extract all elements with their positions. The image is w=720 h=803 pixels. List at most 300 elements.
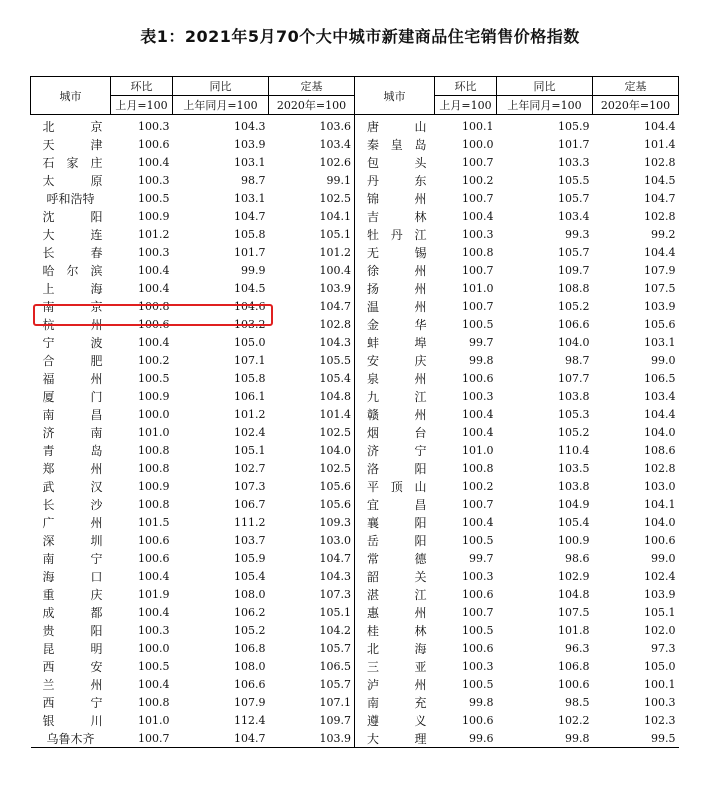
yoy-value-cell: 103.1 bbox=[234, 191, 266, 205]
base-value-cell: 102.0 bbox=[644, 623, 676, 637]
mom-value-cell: 101.0 bbox=[462, 443, 494, 457]
yoy-value-cell: 101.7 bbox=[234, 245, 266, 259]
yoy-value-cell: 103.7 bbox=[234, 533, 266, 547]
header-yoy-right: 同比 bbox=[497, 77, 593, 96]
mom-value-cell: 100.6 bbox=[138, 533, 170, 547]
base-value-cell: 104.5 bbox=[644, 173, 676, 187]
header-mom-sub-left: 上月=100 bbox=[111, 96, 173, 115]
mom-value-cell: 100.6 bbox=[138, 551, 170, 565]
table-row bbox=[31, 621, 679, 639]
yoy-value-cell: 102.2 bbox=[558, 713, 590, 727]
table-row bbox=[31, 639, 679, 657]
city-name-cell: 大 理 bbox=[355, 729, 435, 748]
base-value-cell: 106.5 bbox=[319, 659, 351, 673]
city-name-cell: 南 宁 bbox=[42, 551, 103, 566]
base-value-cell: 102.4 bbox=[644, 569, 676, 583]
mom-value-cell: 100.4 bbox=[138, 605, 170, 619]
city-name-cell: 昆 明 bbox=[42, 641, 103, 656]
mom-value-cell: 100.7 bbox=[462, 191, 494, 205]
city-name-cell: 呼和浩特 bbox=[46, 191, 95, 206]
table-row bbox=[31, 729, 679, 748]
yoy-value-cell: 109.7 bbox=[558, 263, 590, 277]
table-row bbox=[31, 549, 679, 567]
header-city-right: 城市 bbox=[355, 77, 435, 115]
yoy-value-cell: 105.3 bbox=[558, 407, 590, 421]
yoy-value-cell: 105.8 bbox=[234, 227, 266, 241]
mom-value-cell: 99.7 bbox=[469, 335, 494, 349]
yoy-value-cell: 105.4 bbox=[234, 569, 266, 583]
table-row bbox=[31, 603, 679, 621]
city-name-cell: 青 岛 bbox=[42, 443, 103, 458]
mom-value-cell: 100.0 bbox=[138, 407, 170, 421]
city-name-cell: 包 头 bbox=[355, 153, 435, 171]
table-row bbox=[31, 261, 679, 279]
header-yoy-sub-right: 上年同月=100 bbox=[497, 96, 593, 115]
yoy-value-cell: 98.7 bbox=[565, 353, 590, 367]
mom-value-cell: 100.5 bbox=[462, 533, 494, 547]
mom-value-cell: 101.0 bbox=[138, 425, 170, 439]
table-row bbox=[31, 711, 679, 729]
city-name-cell: 温 州 bbox=[355, 297, 435, 315]
yoy-value-cell: 101.8 bbox=[558, 623, 590, 637]
city-name-cell: 平顶山 bbox=[355, 477, 435, 495]
city-name-cell: 杭 州 bbox=[42, 317, 103, 332]
yoy-value-cell: 112.4 bbox=[234, 713, 266, 727]
header-base-sub-left: 2020年=100 bbox=[269, 96, 355, 115]
header-mom-left: 环比 bbox=[111, 77, 173, 96]
yoy-value-cell: 103.3 bbox=[558, 155, 590, 169]
yoy-value-cell: 108.0 bbox=[234, 587, 266, 601]
base-value-cell: 105.7 bbox=[319, 641, 351, 655]
base-value-cell: 103.4 bbox=[644, 389, 676, 403]
header-row-top bbox=[31, 77, 679, 96]
base-value-cell: 99.0 bbox=[651, 551, 676, 565]
table-row bbox=[31, 333, 679, 351]
table-row bbox=[31, 657, 679, 675]
yoy-value-cell: 101.2 bbox=[234, 407, 266, 421]
table-row bbox=[31, 567, 679, 585]
city-name-cell: 成 都 bbox=[42, 605, 103, 620]
city-name-cell: 锦 州 bbox=[355, 189, 435, 207]
mom-value-cell: 100.4 bbox=[138, 263, 170, 277]
mom-value-cell: 99.7 bbox=[469, 551, 494, 565]
city-name-cell: 武 汉 bbox=[42, 479, 103, 494]
mom-value-cell: 100.3 bbox=[462, 569, 494, 583]
mom-value-cell: 99.8 bbox=[469, 695, 494, 709]
base-value-cell: 102.6 bbox=[319, 155, 351, 169]
mom-value-cell: 100.8 bbox=[138, 443, 170, 457]
mom-value-cell: 100.7 bbox=[462, 155, 494, 169]
yoy-value-cell: 105.4 bbox=[558, 515, 590, 529]
mom-value-cell: 100.4 bbox=[138, 677, 170, 691]
yoy-value-cell: 104.3 bbox=[234, 119, 266, 133]
base-value-cell: 104.1 bbox=[644, 497, 676, 511]
yoy-value-cell: 105.5 bbox=[558, 173, 590, 187]
base-value-cell: 101.4 bbox=[644, 137, 676, 151]
yoy-value-cell: 98.5 bbox=[565, 695, 590, 709]
city-name-cell: 福 州 bbox=[42, 371, 103, 386]
city-name-cell: 南 昌 bbox=[42, 407, 103, 422]
base-value-cell: 108.6 bbox=[644, 443, 676, 457]
mom-value-cell: 100.7 bbox=[462, 497, 494, 511]
yoy-value-cell: 102.7 bbox=[234, 461, 266, 475]
yoy-value-cell: 106.1 bbox=[234, 389, 266, 403]
base-value-cell: 99.2 bbox=[651, 227, 676, 241]
base-value-cell: 102.8 bbox=[644, 155, 676, 169]
table-row bbox=[31, 189, 679, 207]
base-value-cell: 105.0 bbox=[644, 659, 676, 673]
yoy-value-cell: 104.7 bbox=[234, 731, 266, 745]
base-value-cell: 106.5 bbox=[644, 371, 676, 385]
base-value-cell: 100.1 bbox=[644, 677, 676, 691]
base-value-cell: 102.8 bbox=[644, 209, 676, 223]
city-name-cell: 三 亚 bbox=[355, 657, 435, 675]
mom-value-cell: 100.7 bbox=[462, 263, 494, 277]
mom-value-cell: 100.0 bbox=[138, 641, 170, 655]
header-base-left: 定基 bbox=[269, 77, 355, 96]
base-value-cell: 105.1 bbox=[319, 605, 351, 619]
mom-value-cell: 100.8 bbox=[138, 299, 170, 313]
yoy-value-cell: 105.2 bbox=[234, 623, 266, 637]
yoy-value-cell: 107.5 bbox=[558, 605, 590, 619]
base-value-cell: 103.9 bbox=[644, 299, 676, 313]
base-value-cell: 102.3 bbox=[644, 713, 676, 727]
city-name-cell: 长 沙 bbox=[42, 497, 103, 512]
mom-value-cell: 100.5 bbox=[462, 623, 494, 637]
mom-value-cell: 100.6 bbox=[462, 587, 494, 601]
base-value-cell: 100.3 bbox=[644, 695, 676, 709]
base-value-cell: 103.4 bbox=[319, 137, 351, 151]
table-row bbox=[31, 531, 679, 549]
table-row bbox=[31, 115, 679, 136]
table-row bbox=[31, 477, 679, 495]
city-name-cell: 洛 阳 bbox=[355, 459, 435, 477]
yoy-value-cell: 111.2 bbox=[234, 515, 266, 529]
city-name-cell: 西 安 bbox=[42, 659, 103, 674]
mom-value-cell: 100.7 bbox=[462, 299, 494, 313]
table-row bbox=[31, 405, 679, 423]
base-value-cell: 107.9 bbox=[644, 263, 676, 277]
yoy-value-cell: 105.2 bbox=[558, 425, 590, 439]
city-name-cell: 烟 台 bbox=[355, 423, 435, 441]
table-row bbox=[31, 279, 679, 297]
mom-value-cell: 100.4 bbox=[138, 155, 170, 169]
city-name-cell: 银 川 bbox=[42, 713, 103, 728]
city-name-cell: 宁 波 bbox=[42, 335, 103, 350]
header-mom-sub-right: 上月=100 bbox=[435, 96, 497, 115]
city-name-cell: 赣 州 bbox=[355, 405, 435, 423]
city-name-cell: 厦 门 bbox=[42, 389, 103, 404]
city-name-cell: 九 江 bbox=[355, 387, 435, 405]
yoy-value-cell: 103.9 bbox=[234, 137, 266, 151]
mom-value-cell: 100.4 bbox=[138, 281, 170, 295]
mom-value-cell: 100.6 bbox=[462, 713, 494, 727]
mom-value-cell: 100.3 bbox=[138, 173, 170, 187]
mom-value-cell: 100.4 bbox=[462, 407, 494, 421]
base-value-cell: 103.0 bbox=[319, 533, 351, 547]
city-name-cell: 泸 州 bbox=[355, 675, 435, 693]
mom-value-cell: 100.4 bbox=[462, 425, 494, 439]
mom-value-cell: 101.9 bbox=[138, 587, 170, 601]
base-value-cell: 107.3 bbox=[319, 587, 351, 601]
table-row bbox=[31, 243, 679, 261]
yoy-value-cell: 96.3 bbox=[565, 641, 590, 655]
yoy-value-cell: 106.8 bbox=[234, 641, 266, 655]
mom-value-cell: 101.0 bbox=[138, 713, 170, 727]
base-value-cell: 104.0 bbox=[319, 443, 351, 457]
base-value-cell: 104.3 bbox=[319, 335, 351, 349]
city-name-cell: 襄 阳 bbox=[355, 513, 435, 531]
table-row bbox=[31, 171, 679, 189]
mom-value-cell: 100.3 bbox=[138, 623, 170, 637]
city-name-cell: 乌鲁木齐 bbox=[46, 731, 95, 746]
city-name-cell: 蚌 埠 bbox=[355, 333, 435, 351]
yoy-value-cell: 105.0 bbox=[234, 335, 266, 349]
city-name-cell: 长 春 bbox=[42, 245, 103, 260]
base-value-cell: 104.7 bbox=[644, 191, 676, 205]
base-value-cell: 99.5 bbox=[651, 731, 676, 745]
base-value-cell: 104.8 bbox=[319, 389, 351, 403]
base-value-cell: 105.7 bbox=[319, 677, 351, 691]
base-value-cell: 104.7 bbox=[319, 551, 351, 565]
table-row bbox=[31, 495, 679, 513]
mom-value-cell: 100.3 bbox=[462, 227, 494, 241]
table-body bbox=[31, 115, 679, 748]
city-name-cell: 合 肥 bbox=[42, 353, 103, 368]
base-value-cell: 99.0 bbox=[651, 353, 676, 367]
base-value-cell: 105.6 bbox=[644, 317, 676, 331]
yoy-value-cell: 99.3 bbox=[565, 227, 590, 241]
yoy-value-cell: 104.9 bbox=[558, 497, 590, 511]
header-yoy-left: 同比 bbox=[173, 77, 269, 96]
city-name-cell: 徐 州 bbox=[355, 261, 435, 279]
mom-value-cell: 100.0 bbox=[462, 137, 494, 151]
table-row bbox=[31, 369, 679, 387]
mom-value-cell: 100.8 bbox=[138, 461, 170, 475]
table-row bbox=[31, 675, 679, 693]
city-name-cell: 哈尔滨 bbox=[42, 263, 103, 278]
header-base-right: 定基 bbox=[593, 77, 679, 96]
base-value-cell: 101.2 bbox=[319, 245, 351, 259]
yoy-value-cell: 105.8 bbox=[234, 371, 266, 385]
yoy-value-cell: 100.6 bbox=[558, 677, 590, 691]
base-value-cell: 107.5 bbox=[644, 281, 676, 295]
city-name-cell: 安 庆 bbox=[355, 351, 435, 369]
city-name-cell: 牡丹江 bbox=[355, 225, 435, 243]
base-value-cell: 100.4 bbox=[319, 263, 351, 277]
base-value-cell: 109.3 bbox=[319, 515, 351, 529]
yoy-value-cell: 105.1 bbox=[234, 443, 266, 457]
mom-value-cell: 100.2 bbox=[462, 479, 494, 493]
yoy-value-cell: 104.8 bbox=[558, 587, 590, 601]
city-name-cell: 重 庆 bbox=[42, 587, 103, 602]
header-yoy-sub-left: 上年同月=100 bbox=[173, 96, 269, 115]
yoy-value-cell: 103.8 bbox=[558, 389, 590, 403]
table-row bbox=[31, 207, 679, 225]
mom-value-cell: 100.8 bbox=[462, 245, 494, 259]
yoy-value-cell: 100.9 bbox=[558, 533, 590, 547]
city-name-cell: 韶 关 bbox=[355, 567, 435, 585]
base-value-cell: 107.1 bbox=[319, 695, 351, 709]
header-city-left: 城市 bbox=[31, 77, 111, 115]
city-name-cell: 丹 东 bbox=[355, 171, 435, 189]
mom-value-cell: 100.7 bbox=[462, 605, 494, 619]
mom-value-cell: 99.8 bbox=[469, 353, 494, 367]
yoy-value-cell: 103.4 bbox=[558, 209, 590, 223]
mom-value-cell: 100.6 bbox=[462, 641, 494, 655]
yoy-value-cell: 98.6 bbox=[565, 551, 590, 565]
city-name-cell: 上 海 bbox=[42, 281, 103, 296]
yoy-value-cell: 105.9 bbox=[234, 551, 266, 565]
mom-value-cell: 100.4 bbox=[462, 515, 494, 529]
city-name-cell: 南 充 bbox=[355, 693, 435, 711]
yoy-value-cell: 106.6 bbox=[234, 677, 266, 691]
base-value-cell: 104.0 bbox=[644, 515, 676, 529]
city-name-cell: 常 德 bbox=[355, 549, 435, 567]
base-value-cell: 104.4 bbox=[644, 245, 676, 259]
city-name-cell: 宜 昌 bbox=[355, 495, 435, 513]
mom-value-cell: 100.5 bbox=[138, 191, 170, 205]
mom-value-cell: 100.7 bbox=[138, 731, 170, 745]
base-value-cell: 105.5 bbox=[319, 353, 351, 367]
base-value-cell: 101.4 bbox=[319, 407, 351, 421]
base-value-cell: 103.0 bbox=[644, 479, 676, 493]
city-name-cell: 深 圳 bbox=[42, 533, 103, 548]
table-row bbox=[31, 423, 679, 441]
base-value-cell: 104.1 bbox=[319, 209, 351, 223]
base-value-cell: 104.7 bbox=[319, 299, 351, 313]
highlight-box-nanjing bbox=[33, 304, 273, 326]
table-row bbox=[31, 387, 679, 405]
base-value-cell: 104.2 bbox=[319, 623, 351, 637]
mom-value-cell: 100.6 bbox=[462, 371, 494, 385]
mom-value-cell: 100.8 bbox=[138, 695, 170, 709]
city-name-cell: 西 宁 bbox=[42, 695, 103, 710]
yoy-value-cell: 107.1 bbox=[234, 353, 266, 367]
mom-value-cell: 99.6 bbox=[469, 731, 494, 745]
yoy-value-cell: 102.4 bbox=[234, 425, 266, 439]
table-row bbox=[31, 459, 679, 477]
base-value-cell: 102.5 bbox=[319, 425, 351, 439]
city-name-cell: 无 锡 bbox=[355, 243, 435, 261]
yoy-value-cell: 104.5 bbox=[234, 281, 266, 295]
header-mom-right: 环比 bbox=[435, 77, 497, 96]
table-row bbox=[31, 153, 679, 171]
yoy-value-cell: 108.8 bbox=[558, 281, 590, 295]
base-value-cell: 104.4 bbox=[644, 119, 676, 133]
base-value-cell: 105.1 bbox=[319, 227, 351, 241]
yoy-value-cell: 110.4 bbox=[558, 443, 590, 457]
city-name-cell: 沈 阳 bbox=[42, 209, 103, 224]
yoy-value-cell: 106.2 bbox=[234, 605, 266, 619]
city-name-cell: 金 华 bbox=[355, 315, 435, 333]
city-name-cell: 唐 山 bbox=[355, 115, 435, 136]
yoy-value-cell: 103.5 bbox=[558, 461, 590, 475]
mom-value-cell: 100.5 bbox=[462, 317, 494, 331]
base-value-cell: 104.3 bbox=[319, 569, 351, 583]
mom-value-cell: 100.4 bbox=[462, 209, 494, 223]
base-value-cell: 97.3 bbox=[651, 641, 676, 655]
city-name-cell: 兰 州 bbox=[42, 677, 103, 692]
base-value-cell: 103.9 bbox=[644, 587, 676, 601]
city-name-cell: 北 海 bbox=[355, 639, 435, 657]
mom-value-cell: 100.3 bbox=[462, 659, 494, 673]
yoy-value-cell: 98.7 bbox=[241, 173, 266, 187]
base-value-cell: 102.5 bbox=[319, 461, 351, 475]
price-index-table bbox=[30, 76, 679, 748]
base-value-cell: 105.6 bbox=[319, 479, 351, 493]
city-name-cell: 南 京 bbox=[42, 299, 103, 314]
table-row bbox=[31, 135, 679, 153]
yoy-value-cell: 107.3 bbox=[234, 479, 266, 493]
mom-value-cell: 100.4 bbox=[138, 335, 170, 349]
city-name-cell: 济 南 bbox=[42, 425, 103, 440]
mom-value-cell: 100.5 bbox=[462, 677, 494, 691]
base-value-cell: 103.6 bbox=[319, 119, 351, 133]
yoy-value-cell: 104.6 bbox=[234, 299, 266, 313]
yoy-value-cell: 108.0 bbox=[234, 659, 266, 673]
mom-value-cell: 100.9 bbox=[138, 389, 170, 403]
table-row bbox=[31, 693, 679, 711]
city-name-cell: 湛 江 bbox=[355, 585, 435, 603]
base-value-cell: 102.5 bbox=[319, 191, 351, 205]
mom-value-cell: 101.5 bbox=[138, 515, 170, 529]
yoy-value-cell: 99.8 bbox=[565, 731, 590, 745]
table-row bbox=[31, 441, 679, 459]
header-base-sub-right: 2020年=100 bbox=[593, 96, 679, 115]
base-value-cell: 100.6 bbox=[644, 533, 676, 547]
mom-value-cell: 100.5 bbox=[138, 659, 170, 673]
base-value-cell: 105.1 bbox=[644, 605, 676, 619]
mom-value-cell: 100.3 bbox=[138, 119, 170, 133]
mom-value-cell: 101.2 bbox=[138, 227, 170, 241]
city-name-cell: 郑 州 bbox=[42, 461, 103, 476]
city-name-cell: 遵 义 bbox=[355, 711, 435, 729]
base-value-cell: 103.1 bbox=[644, 335, 676, 349]
yoy-value-cell: 99.9 bbox=[241, 263, 266, 277]
yoy-value-cell: 107.9 bbox=[234, 695, 266, 709]
table-row bbox=[31, 351, 679, 369]
table-title: 表1：2021年5月70个大中城市新建商品住宅销售价格指数 bbox=[140, 27, 580, 46]
yoy-value-cell: 107.7 bbox=[558, 371, 590, 385]
city-name-cell: 桂 林 bbox=[355, 621, 435, 639]
yoy-value-cell: 106.7 bbox=[234, 497, 266, 511]
city-name-cell: 天 津 bbox=[42, 137, 103, 152]
city-name-cell: 贵 阳 bbox=[42, 623, 103, 638]
city-name-cell: 济 宁 bbox=[355, 441, 435, 459]
yoy-value-cell: 102.9 bbox=[558, 569, 590, 583]
yoy-value-cell: 105.9 bbox=[558, 119, 590, 133]
city-name-cell: 北 京 bbox=[42, 119, 103, 134]
mom-value-cell: 100.9 bbox=[138, 209, 170, 223]
base-value-cell: 109.7 bbox=[319, 713, 351, 727]
mom-value-cell: 100.9 bbox=[138, 479, 170, 493]
mom-value-cell: 100.6 bbox=[138, 317, 170, 331]
city-name-cell: 太 原 bbox=[42, 173, 103, 188]
mom-value-cell: 100.6 bbox=[138, 137, 170, 151]
table-row bbox=[31, 585, 679, 603]
mom-value-cell: 100.4 bbox=[138, 569, 170, 583]
yoy-value-cell: 105.7 bbox=[558, 191, 590, 205]
yoy-value-cell: 106.6 bbox=[558, 317, 590, 331]
base-value-cell: 103.9 bbox=[319, 731, 351, 745]
mom-value-cell: 100.2 bbox=[138, 353, 170, 367]
city-name-cell: 石家庄 bbox=[42, 155, 103, 170]
base-value-cell: 104.4 bbox=[644, 407, 676, 421]
mom-value-cell: 100.3 bbox=[138, 245, 170, 259]
mom-value-cell: 100.5 bbox=[138, 371, 170, 385]
city-name-cell: 大 连 bbox=[42, 227, 103, 242]
